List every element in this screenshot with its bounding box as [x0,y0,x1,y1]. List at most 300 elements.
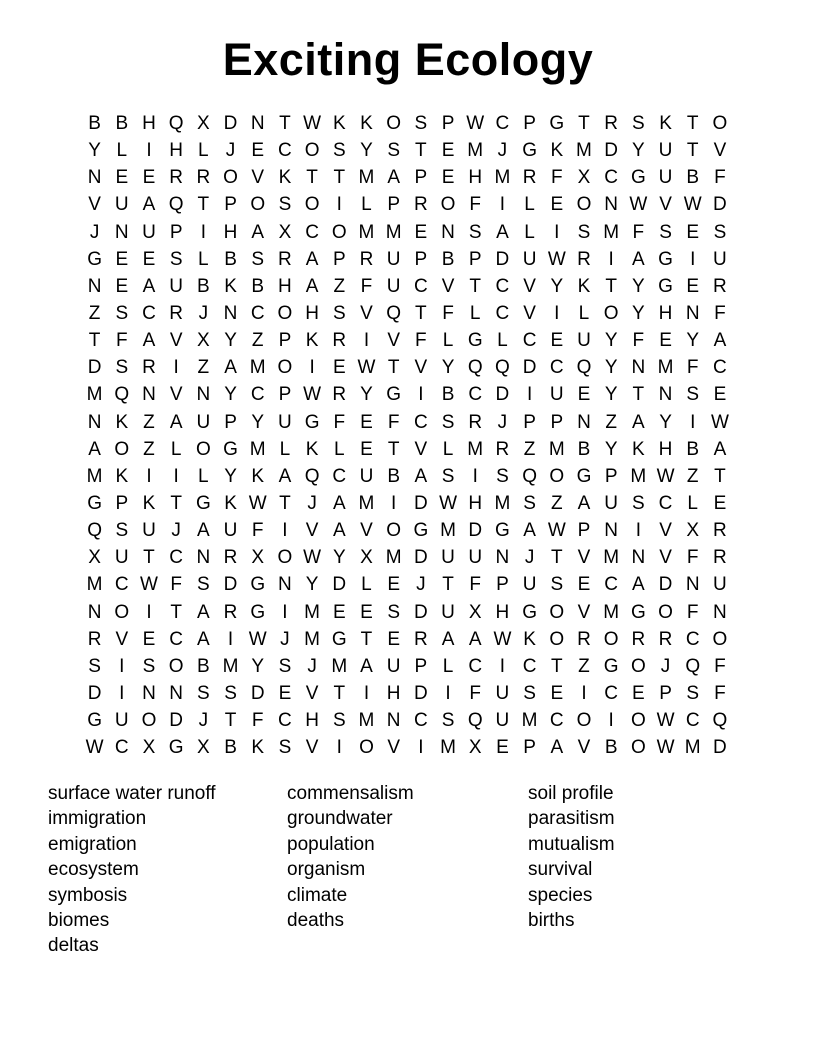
grid-cell: K [115,411,129,433]
grid-cell: G [658,275,673,297]
grid-cell: L [442,655,454,677]
grid-cell: L [442,330,454,352]
grid-cell: Q [522,465,537,487]
grid-cell: N [196,547,211,569]
grid-cell: G [467,330,483,352]
grid-cell: P [441,113,455,135]
grid-cell: L [279,438,291,460]
grid-cell: N [87,411,102,433]
grid-cell: O [277,303,293,325]
grid-cell: G [195,493,211,515]
grid-cell: D [169,710,184,732]
grid-cell: O [603,303,619,325]
word-list-column-3 [528,781,615,933]
grid-cell: I [418,737,424,759]
grid-cell: X [251,547,265,569]
grid-cell: F [469,194,482,216]
grid-cell: E [577,574,591,596]
grid-cell: M [576,140,592,162]
grid-cell: G [549,113,565,135]
grid-cell: B [387,465,400,487]
word-list-item: ecosystem [48,859,139,881]
grid-cell: L [442,438,454,460]
grid-cell: P [332,248,346,270]
grid-cell: C [169,628,184,650]
grid-cell: C [278,140,292,162]
grid-cell: W [303,384,322,406]
grid-cell: O [630,655,646,677]
grid-cell: U [359,465,374,487]
grid-cell: Y [332,547,346,569]
grid-cell: N [114,221,129,243]
grid-cell: E [142,248,156,270]
grid-cell: I [363,683,370,705]
grid-cell: P [387,194,400,216]
grid-cell: H [305,710,319,732]
grid-cell: D [413,683,428,705]
grid-cell: Q [168,194,184,216]
grid-cell: W [248,493,267,515]
grid-cell: C [332,465,347,487]
grid-cell: W [303,547,322,569]
grid-cell: T [306,167,318,189]
grid-cell: E [659,330,672,352]
grid-cell: G [250,601,266,623]
grid-cell: C [495,275,510,297]
grid-cell: N [278,574,292,596]
grid-cell: U [114,547,129,569]
grid-cell: D [468,520,483,542]
grid-cell: N [713,601,727,623]
grid-cell: D [522,357,537,379]
grid-cell: U [114,194,129,216]
grid-cell: B [686,167,700,189]
grid-cell: R [278,248,292,270]
grid-cell: M [521,710,538,732]
grid-cell: X [686,520,700,542]
grid-cell: E [142,628,156,650]
grid-cell: S [496,465,509,487]
word-list-item: symbosis [48,884,128,906]
grid-cell: U [658,167,673,189]
grid-cell: S [332,710,346,732]
grid-cell: Z [550,493,563,515]
grid-cell: L [116,140,128,162]
grid-cell: S [197,574,210,596]
grid-cell: E [686,221,700,243]
grid-cell: E [713,493,727,515]
grid-cell: C [278,710,292,732]
grid-cell: C [495,113,510,135]
grid-cell: I [173,465,179,487]
grid-cell: K [251,465,265,487]
grid-cell: T [714,465,726,487]
grid-cell: W [466,113,485,135]
grid-cell: I [282,601,288,623]
grid-cell: T [550,547,563,569]
grid-cell: M [494,493,511,515]
grid-cell: M [603,547,620,569]
grid-cell: M [304,601,320,623]
grid-cell: E [115,248,129,270]
grid-cell: H [305,303,319,325]
grid-cell: F [333,411,346,433]
grid-cell: S [142,655,156,677]
grid-cell: F [115,330,128,352]
grid-cell: E [496,737,509,759]
grid-cell: V [305,520,319,542]
grid-cell: N [87,601,102,623]
grid-cell: R [223,547,238,569]
grid-cell: Q [495,357,510,379]
grid-cell: Q [304,465,320,487]
grid-cell: O [114,601,130,623]
word-list-item: population [287,833,375,855]
grid-cell: T [387,357,400,379]
grid-cell: H [468,493,483,515]
grid-cell: R [359,248,374,270]
grid-cell: R [196,167,211,189]
grid-cell: Q [87,520,102,542]
grid-cell: O [549,628,565,650]
grid-cell: V [659,547,672,569]
grid-cell: C [114,737,129,759]
word-search-grid [81,110,734,761]
grid-cell: M [603,601,620,623]
grid-cell: Z [143,411,155,433]
grid-cell: A [332,493,346,515]
grid-cell: P [278,384,292,406]
grid-cell: Q [168,113,184,135]
grid-cell: T [605,275,617,297]
grid-cell: K [224,493,237,515]
grid-cell: T [333,683,346,705]
grid-cell: Z [197,357,210,379]
grid-cell: N [169,683,184,705]
grid-cell: S [332,303,346,325]
grid-cell: I [581,683,587,705]
grid-cell: K [659,113,672,135]
grid-cell: C [522,330,537,352]
grid-cell: U [441,601,455,623]
grid-cell: S [713,221,727,243]
grid-cell: S [468,221,482,243]
grid-cell: P [523,737,536,759]
grid-cell: A [577,493,591,515]
grid-cell: E [686,275,700,297]
grid-cell: N [441,221,455,243]
word-list-item: immigration [48,808,147,830]
grid-cell: P [468,248,482,270]
grid-cell: N [685,574,700,596]
grid-cell: S [115,520,129,542]
grid-cell: B [441,248,455,270]
grid-cell: M [86,465,103,487]
grid-cell: Y [604,330,618,352]
grid-cell: J [307,655,317,677]
grid-cell: O [386,520,402,542]
grid-cell: R [223,601,238,623]
grid-cell: M [385,547,402,569]
grid-cell: A [360,655,373,677]
grid-cell: V [523,303,536,325]
grid-cell: O [549,601,565,623]
grid-cell: P [224,194,237,216]
grid-cell: V [169,330,183,352]
grid-cell: P [496,574,509,596]
grid-cell: S [251,248,265,270]
grid-cell: Z [605,411,617,433]
grid-cell: I [554,303,560,325]
grid-cell: V [713,140,727,162]
grid-cell: V [414,438,428,460]
grid-cell: I [200,221,206,243]
grid-cell: K [115,465,129,487]
word-list-item: groundwater [287,808,393,830]
grid-cell: P [523,411,536,433]
grid-cell: F [714,167,726,189]
grid-cell: B [441,384,455,406]
grid-cell: G [495,520,510,542]
grid-cell: F [251,710,264,732]
grid-cell: P [414,167,428,189]
grid-cell: W [710,411,729,433]
grid-cell: P [550,411,564,433]
grid-cell: R [604,113,619,135]
grid-cell: A [468,628,482,650]
grid-cell: S [632,493,645,515]
grid-cell: U [142,520,156,542]
grid-cell: U [196,411,211,433]
grid-cell: B [686,438,700,460]
grid-cell: U [522,574,537,596]
grid-cell: A [713,330,727,352]
grid-cell: D [495,384,510,406]
grid-cell: K [142,493,156,515]
grid-cell: B [115,113,129,135]
grid-cell: H [278,275,292,297]
grid-cell: G [522,601,537,623]
grid-cell: G [304,411,320,433]
grid-cell: T [197,194,210,216]
grid-cell: N [658,384,673,406]
grid-cell: R [332,384,347,406]
grid-cell: E [713,384,727,406]
grid-cell: E [550,194,564,216]
grid-cell: Q [467,710,483,732]
word-list-item: commensalism [287,783,414,804]
grid-cell: R [413,628,428,650]
grid-cell: J [198,710,209,732]
grid-cell: I [391,493,397,515]
grid-cell: W [357,357,376,379]
grid-cell: T [143,547,155,569]
grid-cell: V [659,194,672,216]
grid-cell: A [632,574,645,596]
grid-cell: T [469,275,482,297]
grid-cell: P [115,493,129,515]
grid-cell: V [387,737,400,759]
grid-cell: A [713,438,727,460]
grid-cell: U [142,221,156,243]
grid-cell: A [278,465,292,487]
grid-cell: S [441,710,455,732]
grid-cell: C [685,628,700,650]
grid-cell: A [632,248,645,270]
grid-cell: S [387,140,400,162]
grid-cell: F [251,520,264,542]
grid-cell: Z [686,465,699,487]
grid-cell: V [360,303,373,325]
grid-cell: G [522,140,537,162]
grid-cell: C [142,303,156,325]
grid-cell: Z [251,330,264,352]
grid-cell: S [441,465,455,487]
grid-cell: O [277,547,293,569]
grid-cell: R [169,303,184,325]
grid-cell: W [656,710,675,732]
grid-cell: Y [604,384,618,406]
grid-cell: U [278,411,292,433]
grid-cell: U [386,655,401,677]
word-list-item: deltas [48,935,99,957]
grid-cell: S [577,221,591,243]
grid-cell: S [550,574,564,596]
grid-cell: A [197,628,210,650]
grid-cell: S [115,303,129,325]
grid-cell: N [604,194,619,216]
grid-cell: I [608,248,614,270]
grid-cell: G [658,248,673,270]
grid-cell: X [88,547,101,569]
grid-cell: E [251,140,265,162]
grid-cell: A [142,330,156,352]
grid-cell: R [142,357,156,379]
grid-cell: P [604,465,618,487]
grid-cell: O [440,194,456,216]
grid-cell: L [524,221,535,243]
grid-cell: B [197,275,210,297]
grid-cell: V [387,330,400,352]
grid-cell: Y [632,275,645,297]
grid-cell: G [87,493,102,515]
grid-cell: I [227,628,234,650]
grid-cell: L [524,194,535,216]
grid-cell: I [418,384,424,406]
grid-cell: M [603,221,620,243]
word-list-item: emigration [48,833,137,855]
grid-cell: S [278,655,292,677]
grid-cell: O [195,438,211,460]
grid-cell: H [495,601,510,623]
grid-cell: G [603,655,619,677]
grid-cell: W [629,194,648,216]
grid-cell: F [550,167,563,189]
grid-cell: L [198,465,209,487]
grid-cell: S [441,411,455,433]
grid-cell: U [386,275,401,297]
grid-cell: Z [333,275,346,297]
grid-cell: Y [251,655,265,677]
grid-cell: U [114,710,129,732]
grid-cell: Y [604,357,618,379]
grid-cell: A [197,520,210,542]
grid-cell: L [170,438,182,460]
grid-cell: O [603,628,619,650]
grid-cell: S [197,683,210,705]
grid-cell: W [656,737,675,759]
grid-cell: Y [360,140,373,162]
grid-cell: F [170,574,182,596]
grid-cell: U [713,248,727,270]
grid-cell: M [331,655,348,677]
grid-cell: D [604,140,619,162]
word-list-item: survival [528,859,593,881]
grid-cell: V [305,737,319,759]
grid-cell: L [361,194,372,216]
grid-cell: I [690,248,696,270]
grid-cell: G [331,628,347,650]
grid-cell: M [467,140,484,162]
grid-cell: K [523,628,536,650]
grid-cell: T [170,493,182,515]
grid-cell: N [142,683,156,705]
grid-cell: M [86,384,103,406]
grid-cell: F [415,330,427,352]
grid-cell: X [197,113,210,135]
grid-cell: K [224,275,237,297]
grid-cell: L [578,303,590,325]
grid-cell: T [279,113,291,135]
grid-cell: N [631,547,646,569]
grid-cell: Z [143,438,155,460]
grid-cell: I [119,683,125,705]
grid-cell: A [387,167,400,189]
grid-cell: M [657,357,674,379]
grid-cell: V [577,737,591,759]
grid-cell: N [223,303,238,325]
grid-cell: J [307,493,317,515]
grid-cell: U [549,384,564,406]
grid-cell: J [280,628,290,650]
grid-cell: Z [578,655,590,677]
grid-cell: R [413,194,428,216]
grid-cell: M [385,221,402,243]
grid-cell: N [685,303,700,325]
grid-cell: A [142,194,156,216]
grid-cell: M [684,737,701,759]
grid-cell: T [632,384,645,406]
grid-cell: T [686,113,699,135]
grid-cell: Y [632,303,645,325]
grid-cell: O [223,167,238,189]
grid-cell: I [608,710,614,732]
grid-cell: U [604,493,619,515]
grid-cell: P [577,520,591,542]
grid-cell: S [278,194,292,216]
grid-cell: M [440,520,456,542]
grid-cell: W [547,520,566,542]
grid-cell: R [468,411,483,433]
word-list-item: species [528,884,593,906]
grid-cell: V [360,520,373,542]
grid-cell: E [441,167,455,189]
grid-cell: A [441,628,455,650]
grid-cell: A [88,438,101,460]
grid-cell: T [279,493,291,515]
grid-cell: V [577,601,591,623]
grid-cell: X [577,167,591,189]
